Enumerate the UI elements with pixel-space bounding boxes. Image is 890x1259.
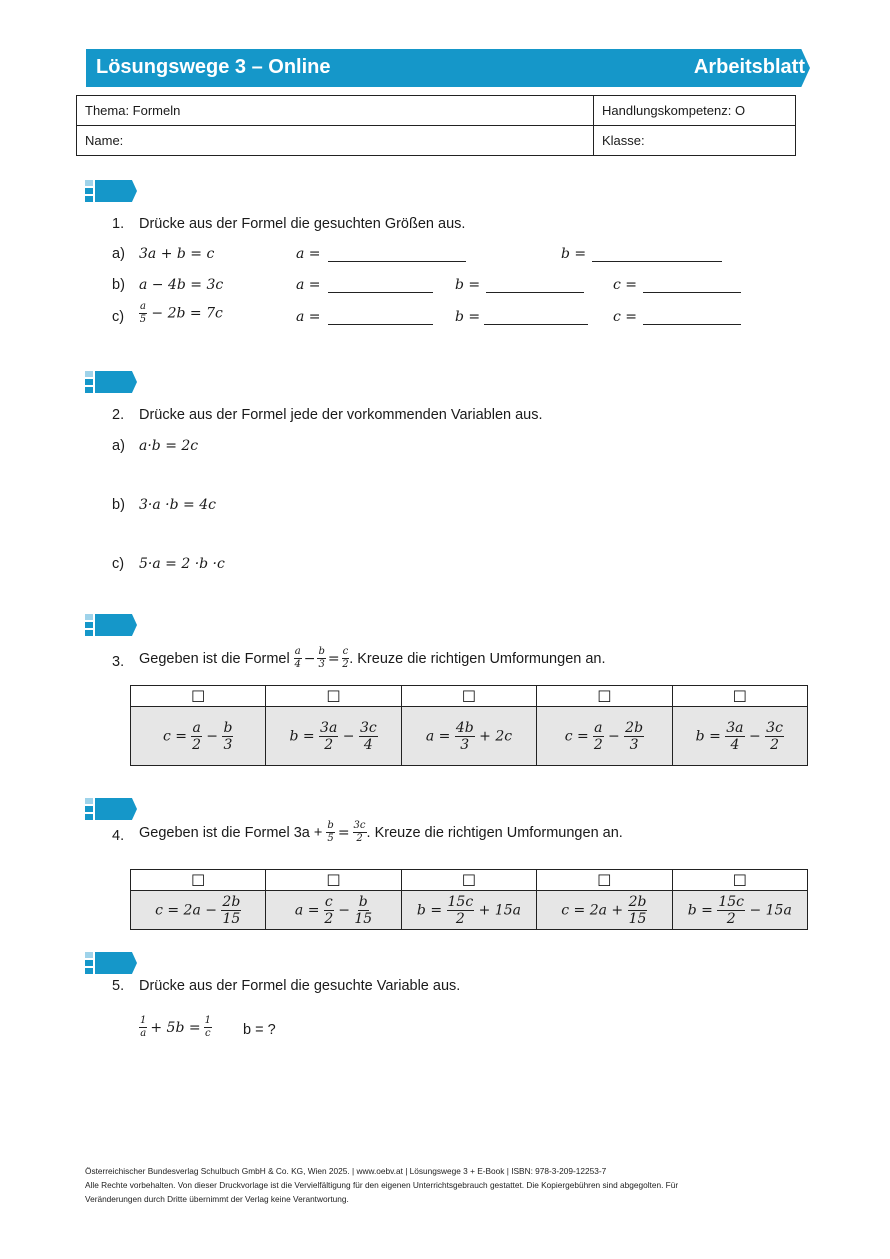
answer-blank[interactable] <box>486 280 584 293</box>
fraction: $\frac{15c}{2}$ <box>447 893 474 927</box>
fraction: $\frac{c}{2}$ <box>342 646 349 670</box>
fraction: $\frac{3a}{4}$ <box>726 719 744 753</box>
answer-blank[interactable] <box>643 312 741 325</box>
option-checkbox[interactable]: ☐ <box>131 870 266 891</box>
tag-square-icon <box>85 960 93 966</box>
tag-arrow-icon <box>95 952 137 974</box>
header-title: Lösungswege 3 – Online <box>96 56 331 78</box>
tag-square-icon <box>85 371 93 377</box>
task1c-label: c) <box>112 309 125 325</box>
option-formula: a = $\frac{4b}{3}$ + 2c <box>401 707 536 766</box>
task1c-b-label: b = <box>455 309 481 325</box>
task2a-label: a) <box>112 438 125 454</box>
tag-square-icon <box>85 387 93 393</box>
option-checkbox[interactable]: ☐ <box>401 870 536 891</box>
answer-blank[interactable] <box>484 312 588 325</box>
tag-arrow-icon <box>95 614 137 636</box>
fraction: $\frac{a}{2}$ <box>593 719 603 753</box>
tag-square-icon <box>85 614 93 620</box>
info-table <box>76 95 796 156</box>
option-checkbox[interactable]: ☐ <box>672 870 807 891</box>
task3-number: 3. <box>112 654 125 670</box>
option-formula: a = $\frac{c}{2}$ − $\frac{b}{15}$ <box>266 891 401 930</box>
tag-square-icon <box>85 180 93 186</box>
task1c-c-label: c = <box>613 309 638 325</box>
option-formula: c = $\frac{a}{2}$ − $\frac{b}{3}$ <box>131 707 266 766</box>
task4-instruction: Gegeben ist die Formel 3a + $\frac{b}{5}$ = $\frac{3c}{2}$ . Kreuze die richtigen Umformungen an. <box>139 820 623 844</box>
fraction: $\frac{b}{5}$ <box>327 820 334 844</box>
task2-instruction: Drücke aus der Formel jede der vorkommenden Variablen aus. <box>139 407 543 423</box>
task4-number: 4. <box>112 828 125 844</box>
task5-formula: $\frac{1}{a}$ + 5b = $\frac{1}{c}$ <box>140 1015 211 1039</box>
section-tag-3 <box>85 614 137 636</box>
option-checkbox[interactable]: ☐ <box>266 686 401 707</box>
fraction: $\frac{3a}{2}$ <box>320 719 338 753</box>
section-tag-4 <box>85 798 137 820</box>
task1b-formula: a − 4b = 3c <box>139 277 224 293</box>
task1c-a-label: a = <box>296 309 321 325</box>
answer-blank[interactable] <box>643 280 741 293</box>
task5-number: 5. <box>112 978 125 994</box>
task2c-formula: 5·a = 2 ·b ·c <box>139 556 225 572</box>
tag-square-icon <box>85 188 93 194</box>
option-checkbox[interactable]: ☐ <box>401 686 536 707</box>
fraction: $\frac{2b}{3}$ <box>625 719 644 753</box>
option-formula: b = $\frac{15c}{2}$ − 15a <box>672 891 807 930</box>
option-formula: b = $\frac{3a}{4}$ − $\frac{3c}{2}$ <box>672 707 807 766</box>
fraction: $\frac{b}{3}$ <box>223 719 233 753</box>
fraction: $\frac{15c}{2}$ <box>718 893 744 927</box>
fraction: $\frac{a}{4}$ <box>294 646 301 670</box>
option-formula: c = 2a − $\frac{2b}{15}$ <box>131 891 266 930</box>
option-checkbox[interactable]: ☐ <box>537 686 672 707</box>
task2b-formula: 3·a ·b = 4c <box>139 497 216 513</box>
task1a-formula: 3a + b = c <box>139 246 215 262</box>
tag-square-icon <box>85 952 93 958</box>
fraction: $\frac{2b}{15}$ <box>222 893 241 927</box>
task4-options-table <box>130 869 808 930</box>
answer-blank[interactable] <box>328 249 466 262</box>
tag-arrow-icon <box>95 798 137 820</box>
task1a-a-label: a = <box>296 246 321 262</box>
task2-number: 2. <box>112 407 125 423</box>
fraction: $\frac{b}{15}$ <box>354 893 373 927</box>
fraction: $\frac{1}{c}$ <box>204 1015 211 1039</box>
tag-square-icon <box>85 798 93 804</box>
task1-instruction: Drücke aus der Formel die gesuchten Größen aus. <box>139 216 466 232</box>
footer-disclaimer: Veränderungen durch Dritte übernimmt der Verlag keine Verantwortung. <box>85 1194 349 1204</box>
option-formula: c = $\frac{a}{2}$ − $\frac{2b}{3}$ <box>537 707 672 766</box>
option-formula: c = 2a + $\frac{2b}{15}$ <box>537 891 672 930</box>
section-tag-2 <box>85 371 137 393</box>
task1a-b-label: b = <box>561 246 587 262</box>
task3-instruction: Gegeben ist die Formel $\frac{a}{4}$ − $\frac{b}{3}$ = $\frac{c}{2}$ . Kreuze die richtigen Umformungen an. <box>139 646 606 670</box>
tag-square-icon <box>85 622 93 628</box>
task1-number: 1. <box>112 216 125 232</box>
option-checkbox[interactable]: ☐ <box>537 870 672 891</box>
task3-options-table <box>130 685 808 766</box>
footer-publisher: Österreichischer Bundesverlag Schulbuch GmbH & Co. KG, Wien 2025. | www.oebv.at | Lösungswege 3 + E-Book | ISBN: 978-3-209-12253-7 <box>85 1166 607 1176</box>
task1b-c-label: c = <box>613 277 638 293</box>
tag-arrow-icon <box>95 371 137 393</box>
fraction: $\frac{a}{5}$ <box>139 301 147 325</box>
kompetenz-cell: Handlungskompetenz: O <box>594 96 796 126</box>
answer-blank[interactable] <box>328 280 433 293</box>
thema-cell: Thema: Formeln <box>77 96 594 126</box>
task1b-b-label: b = <box>455 277 481 293</box>
option-checkbox[interactable]: ☐ <box>266 870 401 891</box>
option-formula: b = $\frac{3a}{2}$ − $\frac{3c}{4}$ <box>266 707 401 766</box>
task4-formula: $\frac{b}{5}$ = $\frac{3c}{2}$ <box>327 820 366 844</box>
fraction: $\frac{3c}{4}$ <box>359 719 377 753</box>
task2c-label: c) <box>112 556 125 572</box>
tag-square-icon <box>85 814 93 820</box>
tag-arrow-icon <box>95 180 137 202</box>
task2a-formula: a·b = 2c <box>139 438 199 454</box>
task5-instruction: Drücke aus der Formel die gesuchte Variable aus. <box>139 978 461 994</box>
task1b-label: b) <box>112 277 125 293</box>
header-doc-type: Arbeitsblatt <box>693 56 805 78</box>
task2b-label: b) <box>112 497 125 513</box>
option-formula: b = $\frac{15c}{2}$ + 15a <box>401 891 536 930</box>
answer-blank[interactable] <box>328 312 433 325</box>
fraction: $\frac{4b}{3}$ <box>455 719 474 753</box>
fraction: $\frac{2b}{15}$ <box>628 893 647 927</box>
fraction: $\frac{3c}{2}$ <box>766 719 783 753</box>
section-tag-5 <box>85 952 137 974</box>
fraction: $\frac{a}{2}$ <box>192 719 202 753</box>
klasse-cell[interactable]: Klasse: <box>594 126 796 156</box>
task5-question: b = ? <box>243 1022 276 1038</box>
tag-square-icon <box>85 379 93 385</box>
section-tag-1 <box>85 180 137 202</box>
option-checkbox[interactable]: ☐ <box>672 686 807 707</box>
tag-square-icon <box>85 968 93 974</box>
task1c-formula: $\frac{a}{5}$ − 2b = 7c <box>139 301 223 325</box>
task1a-label: a) <box>112 246 125 262</box>
answer-blank[interactable] <box>592 249 722 262</box>
tag-square-icon <box>85 806 93 812</box>
fraction: $\frac{c}{2}$ <box>324 893 334 927</box>
fraction: $\frac{1}{a}$ <box>140 1015 147 1039</box>
tag-square-icon <box>85 196 93 202</box>
task3-formula: $\frac{a}{4}$ − $\frac{b}{3}$ = $\frac{c}{2}$ <box>294 646 349 670</box>
fraction: $\frac{b}{3}$ <box>318 646 325 670</box>
option-checkbox[interactable]: ☐ <box>131 686 266 707</box>
name-cell[interactable]: Name: <box>77 126 594 156</box>
fraction: $\frac{3c}{2}$ <box>353 820 366 844</box>
task1b-a-label: a = <box>296 277 321 293</box>
footer-rights: Alle Rechte vorbehalten. Von dieser Druckvorlage ist die Vervielfältigung für den eigenen Unterrichtsgebrauch gestattet. Die Kopiergebühren sind abgegolten. Für <box>85 1180 679 1190</box>
tag-square-icon <box>85 630 93 636</box>
